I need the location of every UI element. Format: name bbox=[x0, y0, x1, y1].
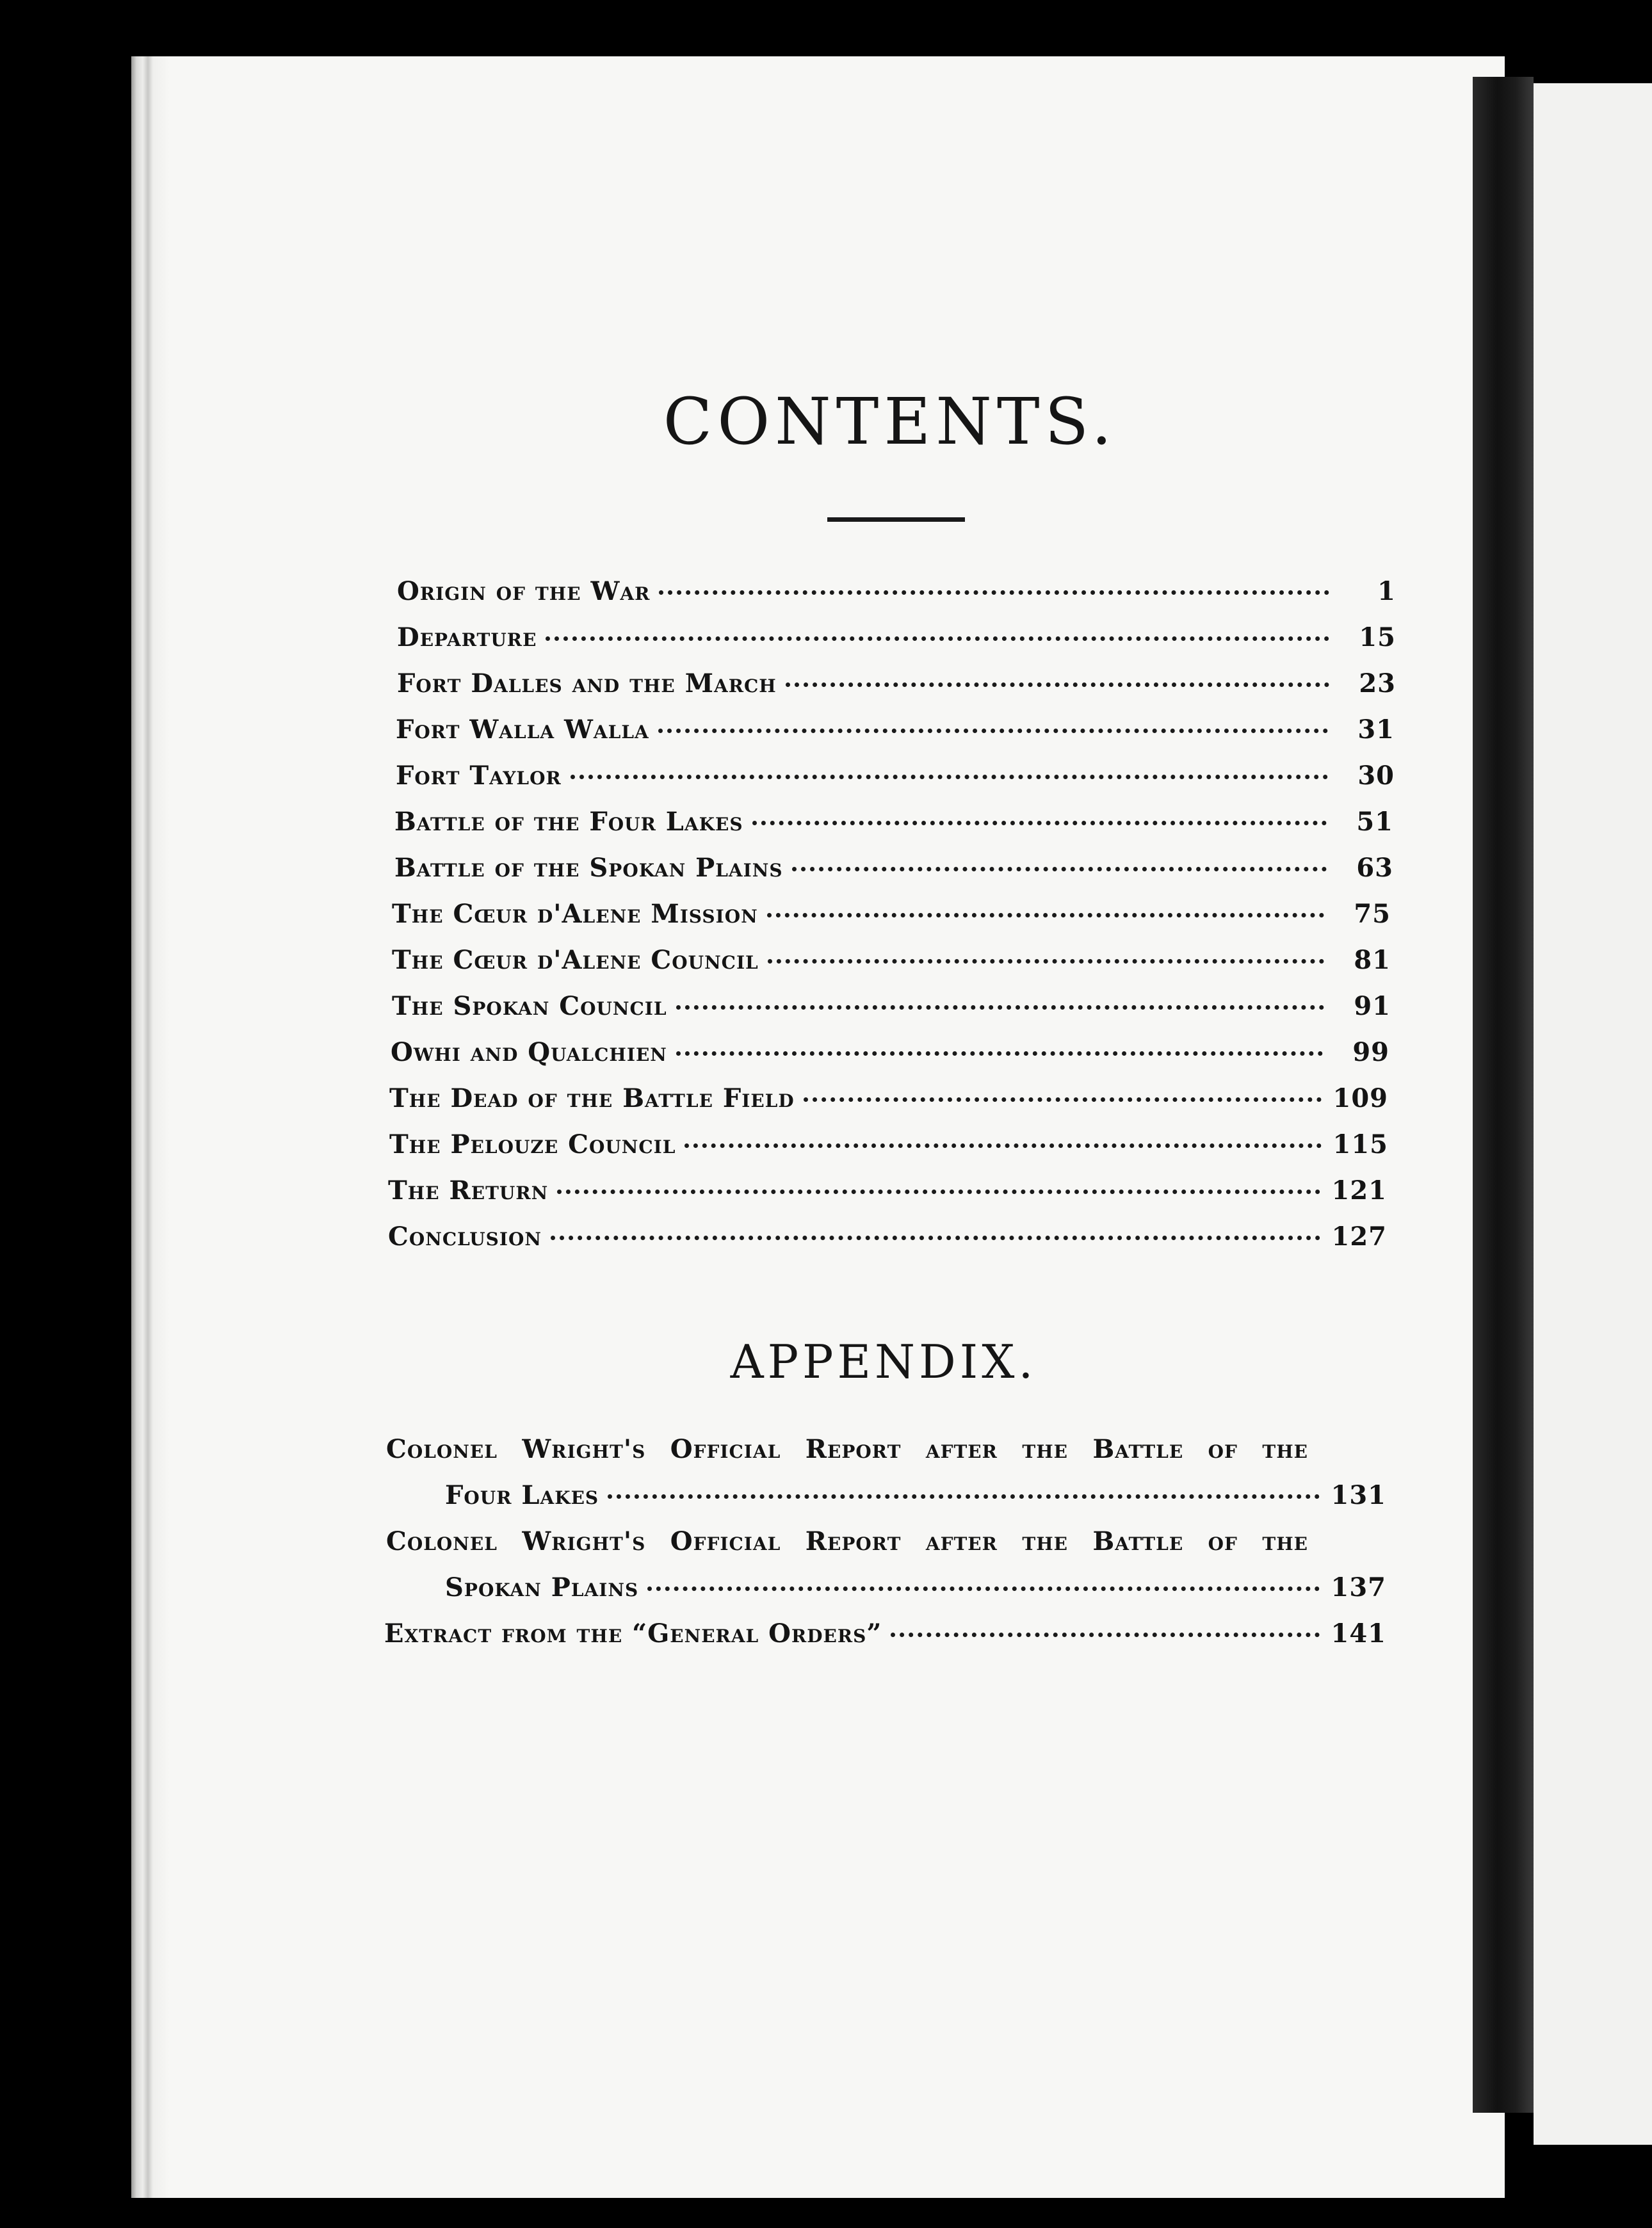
toc-entry-label: Departure bbox=[397, 622, 537, 652]
toc-entry bbox=[396, 714, 1395, 745]
leader-dots bbox=[804, 1097, 1322, 1102]
appendix-entry bbox=[384, 1619, 1386, 1649]
appendix-title: APPENDIX. bbox=[730, 1335, 1037, 1389]
toc-entry-label: Origin of the War bbox=[397, 576, 651, 606]
page-edge bbox=[131, 56, 170, 2198]
toc-entry-page: 23 bbox=[1359, 668, 1396, 698]
leader-dots bbox=[786, 682, 1329, 687]
appendix-entry-line: Colonel Wright's Official Report after the Battle of the bbox=[386, 1526, 1308, 1556]
toc-entry-label: The Spokan Council bbox=[392, 991, 667, 1021]
toc-entry-page: 75 bbox=[1354, 899, 1391, 929]
toc-entry bbox=[388, 1175, 1387, 1206]
appendix-entry-page: 141 bbox=[1331, 1619, 1386, 1649]
leader-dots bbox=[546, 636, 1329, 641]
toc-entry-page: 109 bbox=[1332, 1083, 1388, 1113]
toc-entry-label: Owhi and Qualchien bbox=[391, 1037, 667, 1067]
leader-dots bbox=[768, 959, 1324, 964]
book-spine bbox=[1473, 77, 1534, 2113]
toc-entry-label: The Return bbox=[388, 1175, 549, 1206]
leader-dots bbox=[647, 1586, 1320, 1591]
toc-entry-page: 115 bbox=[1332, 1129, 1388, 1159]
toc-entry-label: Battle of the Four Lakes bbox=[394, 807, 743, 837]
toc-entry-label: The Cœur d'Alene Mission bbox=[392, 899, 758, 929]
toc-entry bbox=[397, 668, 1396, 698]
toc-entry-page: 91 bbox=[1354, 991, 1391, 1021]
toc-entry-page: 63 bbox=[1356, 853, 1393, 883]
toc-entry bbox=[396, 761, 1395, 791]
leader-dots bbox=[659, 590, 1329, 595]
toc-entry-label: Fort Dalles and the March bbox=[397, 668, 777, 698]
toc-entry-label: The Dead of the Battle Field bbox=[389, 1083, 795, 1113]
book-page bbox=[131, 56, 1505, 2198]
leader-dots bbox=[658, 729, 1328, 733]
leader-dots bbox=[676, 1051, 1323, 1056]
appendix-entry bbox=[445, 1480, 1386, 1510]
toc-entry bbox=[394, 853, 1393, 883]
leader-dots bbox=[792, 867, 1327, 871]
toc-entry-page: 30 bbox=[1357, 761, 1395, 791]
leader-dots bbox=[767, 913, 1324, 917]
toc-entry-label: The Pelouze Council bbox=[389, 1129, 676, 1159]
leader-dots bbox=[608, 1494, 1320, 1499]
appendix-entry-page: 137 bbox=[1331, 1572, 1386, 1602]
leader-dots bbox=[557, 1190, 1320, 1194]
leader-dots bbox=[752, 821, 1327, 825]
toc-entry-page: 15 bbox=[1359, 622, 1396, 652]
toc-entry bbox=[394, 807, 1393, 837]
toc-entry bbox=[389, 1129, 1388, 1159]
contents-title: CONTENTS. bbox=[663, 384, 1117, 459]
toc-entry bbox=[392, 991, 1391, 1021]
toc-entry bbox=[392, 945, 1391, 975]
leader-dots bbox=[891, 1633, 1320, 1637]
appendix-entry-label: Spokan Plains bbox=[445, 1572, 639, 1602]
leader-dots bbox=[684, 1143, 1322, 1148]
toc-entry-label: Battle of the Spokan Plains bbox=[394, 853, 783, 883]
toc-entry-page: 81 bbox=[1354, 945, 1391, 975]
appendix-entry-page: 131 bbox=[1331, 1480, 1386, 1510]
toc-entry bbox=[397, 576, 1396, 606]
leader-dots bbox=[571, 775, 1328, 779]
toc-entry bbox=[391, 1037, 1389, 1067]
toc-entry-page: 121 bbox=[1331, 1175, 1387, 1206]
toc-entry bbox=[389, 1083, 1388, 1113]
toc-entry-label: Conclusion bbox=[388, 1222, 542, 1252]
toc-entry-label: Fort Taylor bbox=[396, 761, 562, 791]
toc-entry-page: 31 bbox=[1357, 714, 1395, 745]
appendix-entry-label: Extract from the “General Orders” bbox=[384, 1619, 882, 1649]
toc-entry bbox=[388, 1222, 1387, 1252]
toc-entry bbox=[397, 622, 1396, 652]
leader-dots bbox=[676, 1005, 1324, 1010]
toc-entry-page: 127 bbox=[1331, 1222, 1387, 1252]
toc-entry-label: Fort Walla Walla bbox=[396, 714, 649, 745]
toc-entry bbox=[392, 899, 1391, 929]
toc-entry-page: 99 bbox=[1352, 1037, 1389, 1067]
title-rule bbox=[827, 517, 965, 522]
appendix-entry bbox=[445, 1572, 1386, 1602]
toc-entry-page: 51 bbox=[1356, 807, 1393, 837]
appendix-entry-label: Four Lakes bbox=[445, 1480, 599, 1510]
appendix-entry-line: Colonel Wright's Official Report after the Battle of the bbox=[386, 1434, 1308, 1464]
toc-entry-label: The Cœur d'Alene Council bbox=[392, 945, 759, 975]
leader-dots bbox=[551, 1236, 1320, 1240]
toc-entry-page: 1 bbox=[1377, 576, 1396, 606]
